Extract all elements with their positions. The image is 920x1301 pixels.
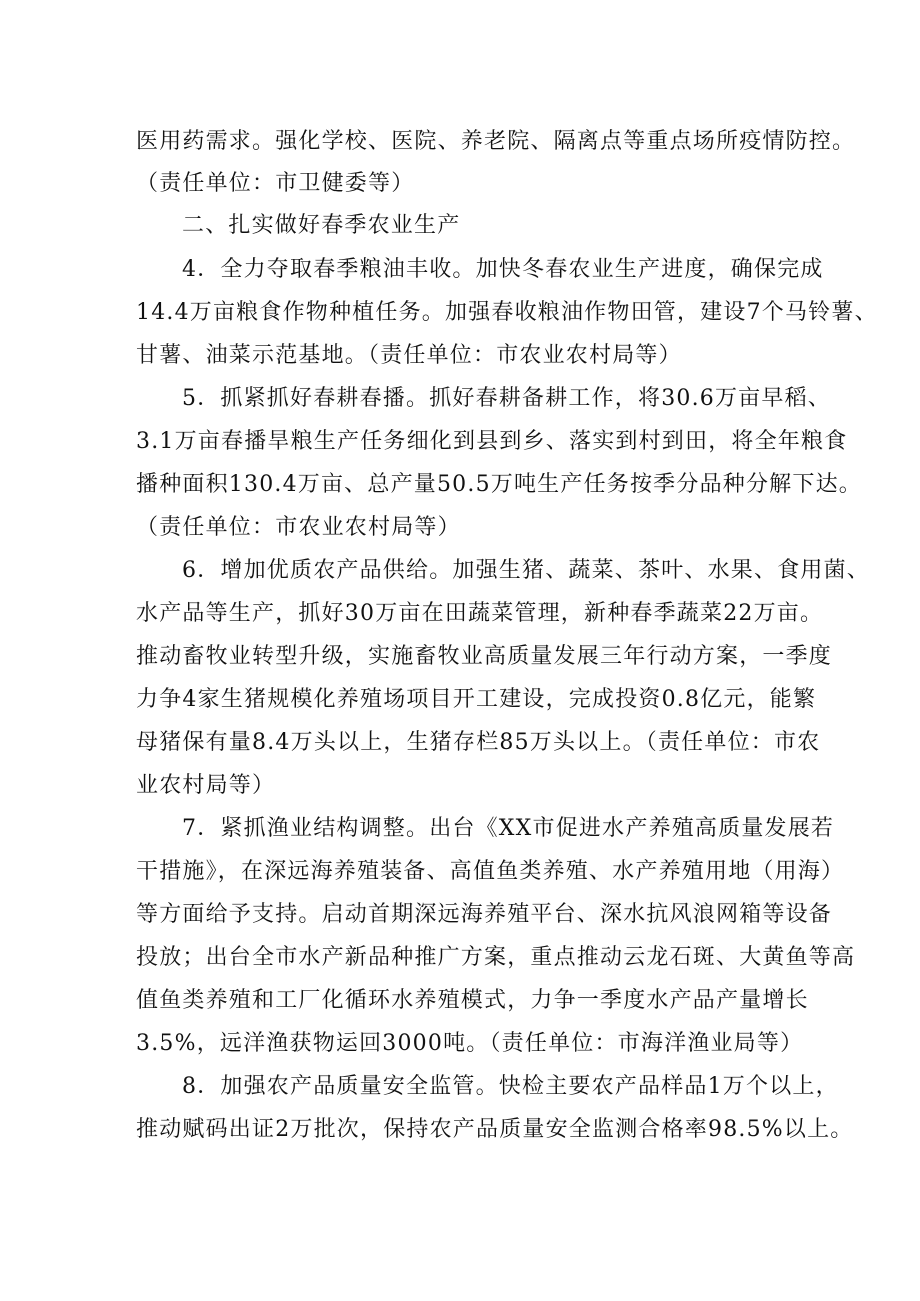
text-line: （责任单位：市卫健委等） [136, 171, 415, 196]
text-line: 14.4万亩粮食作物种植任务。加强春收粮油作物田管，建设7个马铃薯、 [136, 300, 878, 325]
paragraph-start: 5．抓紧抓好春耕春播。抓好春耕备耕工作，将30.6万亩早稻、 [182, 386, 831, 411]
text-line: 干措施》，在深远海养殖装备、高值鱼类养殖、水产养殖用地（用海） [136, 859, 845, 884]
text-line: 播种面积130.4万亩、总产量50.5万吨生产任务按季分品种分解下达。 [136, 472, 862, 497]
text-line: 等方面给予支持。启动首期深远海养殖平台、深水抗风浪网箱等设备 [136, 902, 833, 927]
section-heading: 二、扎实做好春季农业生产 [182, 213, 461, 238]
text-line: 医用药需求。强化学校、医院、养老院、隔离点等重点场所疫情防控。 [136, 129, 856, 154]
text-line: 3.5%，远洋渔获物运回3000吨。（责任单位：市海洋渔业局等） [136, 1031, 804, 1056]
text-line: 推动畜牧业转型升级，实施畜牧业高质量发展三年行动方案，一季度 [136, 644, 833, 669]
text-line: 水产品等生产，抓好30万亩在田蔬菜管理，新种春季蔬菜22万亩。 [136, 601, 824, 626]
paragraph-start: 8．加强农产品质量安全监管。快检主要农产品样品1万个以上， [182, 1074, 839, 1099]
text-line: 投放；出台全市水产新品种推广方案，重点推动云龙石斑、大黄鱼等高 [136, 945, 856, 970]
text-line: 推动赋码出证2万批次，保持农产品质量安全监测合格率98.5%以上。 [136, 1117, 854, 1142]
text-line: 甘薯、油菜示范基地。（责任单位：市农业农村局等） [136, 343, 682, 368]
text-line: 3.1万亩春播旱粮生产任务细化到县到乡、落实到村到田，将全年粮食 [136, 429, 848, 454]
paragraph-start: 6．增加优质农产品供给。加强生猪、蔬菜、茶叶、水果、食用菌、 [182, 558, 870, 583]
text-line: 值鱼类养殖和工厂化循环水养殖模式，力争一季度水产品产量增长 [136, 988, 809, 1013]
text-line: 力争4家生猪规模化养殖场项目开工建设，完成投资0.8亿元，能繁 [136, 687, 817, 712]
text-line: （责任单位：市农业农村局等） [136, 515, 461, 540]
paragraph-start: 4．全力夺取春季粮油丰收。加快冬春农业生产进度，确保完成 [182, 257, 824, 282]
paragraph-start: 7．紧抓渔业结构调整。出台《XX市促进水产养殖高质量发展若 [182, 816, 835, 841]
text-line: 母猪保有量8.4万头以上，生猪存栏85万头以上。（责任单位：市农 [136, 730, 821, 755]
text-line: 业农村局等） [136, 773, 276, 798]
